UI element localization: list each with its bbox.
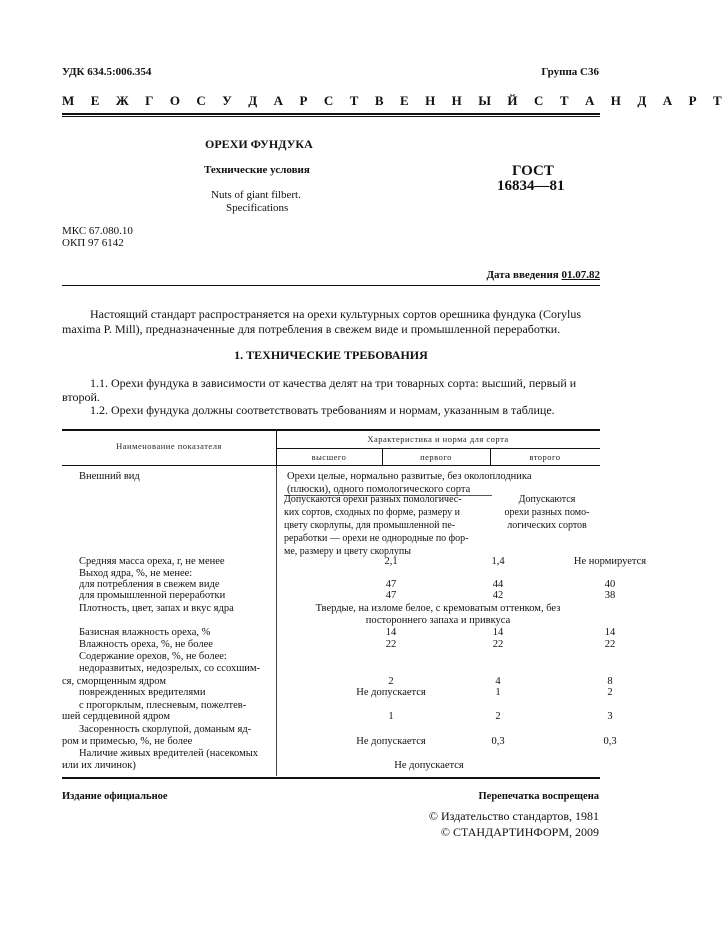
cell-grade-top: 2,1	[384, 556, 398, 567]
column-header-name: Наименование показателя	[116, 441, 222, 451]
udk-code: УДК 634.5:006.354	[62, 66, 152, 78]
cell-grade-top: Не допускается	[356, 736, 426, 747]
table-row	[62, 686, 613, 699]
appearance-h12-line: цвету скорлупы, для промышленной пе-	[284, 520, 456, 531]
cell-grade-second: 8	[607, 676, 613, 687]
cell-grade-first: 4	[495, 676, 501, 687]
row-kernel-name: Плотность, цвет, запах и вкус ядра	[79, 603, 234, 614]
table-group-rule	[276, 448, 600, 449]
row-name: Влажность ореха, %, не более	[79, 639, 213, 650]
appearance-g2-line: Допускаются	[518, 494, 576, 505]
cell-grade-first: 42	[492, 590, 504, 601]
cell-grade-second: 3	[607, 711, 613, 722]
english-title-line1: Nuts of giant filbert.	[211, 189, 301, 201]
appearance-h12-line: реработки — орехи не однородные по фор-	[284, 533, 469, 544]
cell-grade-second: 14	[604, 627, 616, 638]
cell-grade-second: 0,3	[603, 736, 617, 747]
row-name: Базисная влажность ореха, %	[79, 627, 211, 638]
kernel-all-line1: Твердые, на изломе белое, с кремоватым оттенком, без	[315, 603, 561, 614]
official-edition: Издание официальное	[62, 791, 168, 802]
row-name: ром и примесью, %, не более	[62, 736, 193, 747]
cell-grade-first: 44	[492, 579, 504, 590]
row-name: поврежденных вредителями	[79, 687, 206, 698]
table-row	[62, 589, 616, 602]
cell-grade-top: 1	[388, 711, 394, 722]
table-bottom-rule	[62, 777, 600, 779]
reprint-prohibited: Перепечатка воспрещена	[478, 791, 599, 802]
gost-number: 16834—81	[497, 178, 565, 194]
appearance-h12-line: Допускаются орехи разных помологичес-	[284, 494, 462, 505]
column-header-grade-second: второго	[529, 452, 561, 462]
kernel-all-line2: постороннего запаха и привкуса	[365, 615, 511, 626]
introduction-date	[486, 269, 600, 281]
banner-rule	[62, 113, 600, 115]
cell-grade-top: 47	[385, 590, 397, 601]
row-name: для промышленной переработки	[79, 590, 226, 601]
cell-grade-first: 1	[495, 687, 501, 698]
clause-1-1-line2: второй.	[62, 390, 100, 404]
cell-grade-first: 0,3	[491, 736, 505, 747]
document-subtitle: Технические условия	[204, 164, 310, 176]
standard-banner: М Е Ж Г О С У Д А Р С Т В Е Н Н Ы Й С Т А Н Д А Р Т	[62, 93, 728, 108]
english-title-line2: Specifications	[226, 202, 289, 214]
table-top-rule	[62, 429, 600, 431]
mks-code: МКС 67.080.10	[62, 225, 133, 237]
appearance-g2-line: орехи разных помо-	[504, 507, 590, 518]
column-header-grade-top: высшего	[311, 452, 347, 462]
cell-grade-top: 2	[388, 676, 394, 687]
cell-grade-top: 47	[385, 579, 397, 590]
intro-line1: Настоящий стандарт распространяется на орехи культурных сортов орешника фундука (Corylus	[90, 307, 582, 321]
content-name-line1: Содержание орехов, %, не более:	[79, 651, 227, 662]
table-row	[62, 710, 613, 723]
cell-grade-first: 22	[492, 639, 504, 650]
date-value: 01.07.82	[561, 269, 600, 281]
okp-code: ОКП 97 6142	[62, 237, 124, 249]
row-appearance-name: Внешний вид	[79, 471, 140, 482]
cell-grade-top: 14	[385, 627, 397, 638]
cell-grade-first: 2	[495, 711, 501, 722]
appearance-grades-12	[284, 493, 492, 558]
live-pests-name-line1: Наличие живых вредителей (насекомых	[79, 748, 259, 759]
appearance-h12-line: ких сортов, сходных по форме, размеру и	[284, 507, 460, 518]
cell-grade-first: 1,4	[491, 556, 505, 567]
row-name: ся, сморщенным ядром	[62, 676, 166, 687]
row-name: Выход ядра, %, не менее:	[79, 568, 193, 579]
row-name: шей сердцевиной ядром	[62, 711, 170, 722]
section-heading: 1. ТЕХНИЧЕСКИЕ ТРЕБОВАНИЯ	[234, 348, 428, 362]
appearance-g2-line: логических сортов	[507, 520, 587, 531]
cell-grade-first: 14	[492, 627, 504, 638]
column-group-header: Характеристика и норма для сорта	[367, 434, 509, 444]
live-pests-name-line2: или их личинок)	[62, 760, 136, 771]
row-name: Средняя масса ореха, г, не менее	[79, 556, 225, 567]
clause-1-1-line1: 1.1. Орехи фундука в зависимости от качества делят на три товарных сорта: высший, первый и	[90, 376, 577, 390]
content-name-line2: недоразвитых, недозрелых, со ссохшим-	[79, 663, 261, 674]
cell-grade-second: Не нормируется	[573, 556, 647, 567]
copyright-1981: © Издательство стандартов, 1981	[428, 809, 599, 823]
table-header-rule	[62, 465, 600, 466]
date-rule	[62, 285, 600, 286]
appearance-h12-line: ме, размеру и цвету скорлупы	[284, 546, 411, 557]
document-title: ОРЕХИ ФУНДУКА	[205, 137, 313, 151]
cell-grade-second: 2	[607, 687, 613, 698]
intro-line2: maxima P. Mill), предназначенные для потребления в свежем виде и промышленной переработки.	[62, 322, 561, 336]
group-code: Группа С36	[541, 66, 599, 78]
cell-grade-top: Не допускается	[356, 687, 426, 698]
cell-grade-second: 38	[604, 590, 616, 601]
row-name: для потребления в свежем виде	[79, 579, 220, 590]
trash-name-line1: Засоренность скорлупой, доманым яд-	[79, 724, 252, 735]
cell-grade-second: 40	[604, 579, 616, 590]
banner-rule-thin	[62, 116, 600, 117]
cell-grade-top: 22	[385, 639, 397, 650]
column-header-grade-first: первого	[420, 452, 452, 462]
mold-name-line1: с прогорклым, плесневым, пожелтев-	[79, 700, 247, 711]
date-label: Дата введения	[486, 269, 559, 281]
gost-label: ГОСТ	[512, 163, 554, 179]
cell-grade-second: 22	[604, 639, 616, 650]
live-pests-all: Не допускается	[394, 760, 464, 771]
appearance-all-line1: Орехи целые, нормально развитые, без околоплодника	[287, 471, 532, 482]
copyright-2009: © СТАНДАРТИНФОРМ, 2009	[440, 825, 599, 839]
clause-1-2: 1.2. Орехи фундука должны соответствовать требованиям и нормам, указанным в таблице.	[90, 403, 555, 417]
appearance-all-line2: (плюски), одного помологического сорта	[287, 484, 471, 495]
appearance-grade-2	[494, 493, 600, 532]
